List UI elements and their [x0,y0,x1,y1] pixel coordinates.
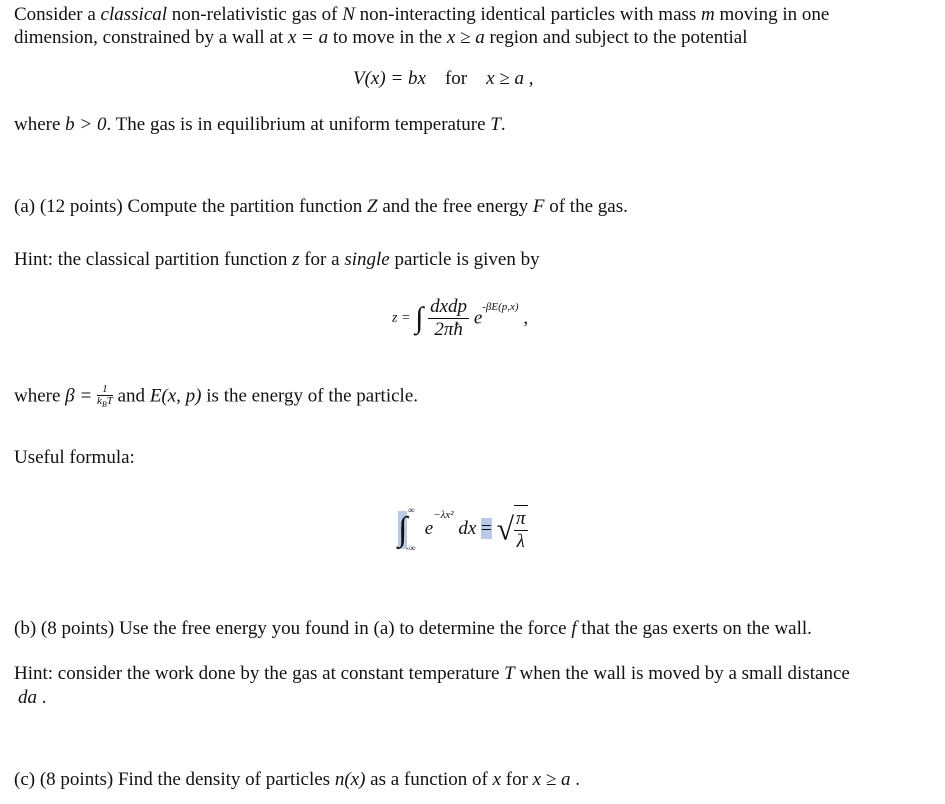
potential-equation: V(x) = bx for x ≥ a , [353,68,534,89]
partition-function-formula: z = ∫ $\frac{\text{dxdp}}{2\pi ħ}$ $e^{-\beta E(p,x)}$ , [392,296,529,340]
part-a-question: (a) (12 points) Compute the partition function Z and the free energy F of the gas. [14,196,628,217]
useful-formula-label: Useful formula: [14,447,135,468]
part-c-question: (c) (8 points) Find the density of particles n(x) as a function of x for x ≥ a . [14,769,581,790]
intro-line-1: Consider a classical non-relativistic gas of N non-interacting identical particles with mass m moving in one [14,4,830,25]
hint-b-line-1: Hint: consider the work done by the gas at constant temperature T when the wall is moved by a small distance [14,663,850,684]
intro-line-2: dimension, constrained by a wall at x = a to move in the x ≥ a region and subject to the potential [14,27,748,48]
hint-b-line-2: da . [18,687,47,708]
gaussian-integral: ∫ ∞ -∞ $e^{-\lambda x^2}$ dx = √ $\frac{\pi}{\lambda}$ [398,505,526,553]
hint-a: Hint: the classical partition function z for a single particle is given by [14,249,540,270]
pi-over-lambda: $\frac{\pi}{\lambda}$ [516,508,526,552]
part-b-question: (b) (8 points) Use the free energy you found in (a) to determine the force f that the gas exerts on the wall. [14,618,812,639]
z-fraction: $\frac{\text{dxdp}}{2\pi ħ}$ [430,296,468,340]
integral-sign: ∫ ∞ -∞ [398,505,416,553]
beta-fraction: $\frac{1}{k_BT}$ [96,383,113,410]
where-beta-line: where β = $\frac{1}{k_BT}$ and E(x, p) is the energy of the particle. [14,383,419,410]
where-b-line: where b > 0. The gas is in equilibrium at uniform temperature T. [14,114,506,135]
